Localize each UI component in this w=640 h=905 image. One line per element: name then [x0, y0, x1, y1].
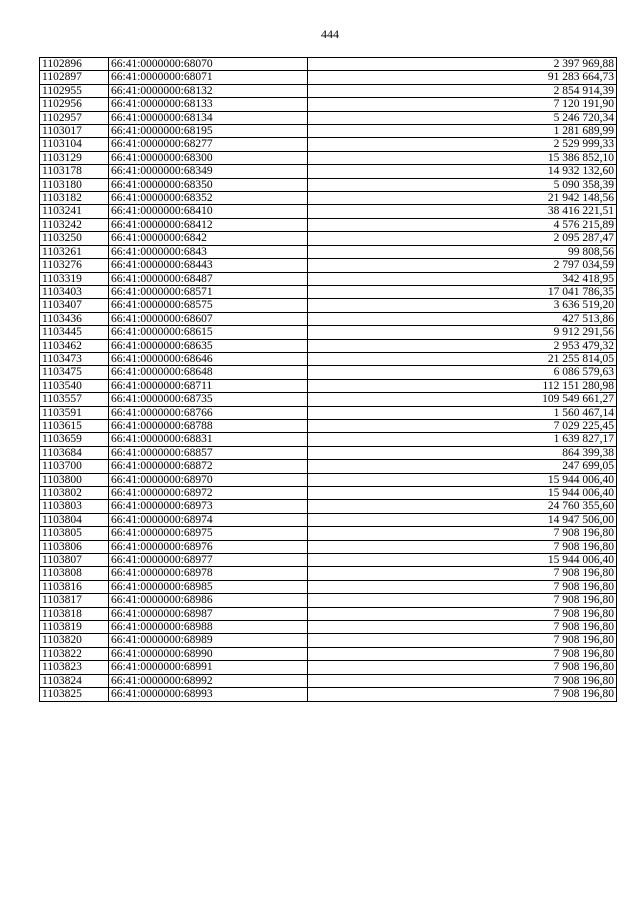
cadastral-number-cell: 66:41:0000000:68443	[109, 259, 308, 272]
object-id-cell: 1102957	[40, 111, 109, 124]
cadastral-number-cell: 66:41:0000000:68412	[109, 218, 308, 231]
table-row	[40, 567, 617, 580]
cadastral-value-cell: 7 908 196,80	[308, 647, 617, 660]
cadastral-value-cell: 9 912 291,56	[308, 326, 617, 339]
cadastral-value-cell: 17 041 786,35	[308, 285, 617, 298]
table-row	[40, 661, 617, 674]
object-id-cell: 1103808	[40, 567, 109, 580]
cadastral-value-cell: 2 397 969,88	[308, 58, 617, 71]
table-row	[40, 352, 617, 365]
cadastral-value-cell: 109 549 661,27	[308, 393, 617, 406]
cadastral-value-cell: 7 908 196,80	[308, 688, 617, 701]
cadastral-value-cell: 1 639 827,17	[308, 433, 617, 446]
cadastral-value-cell: 1 560 467,14	[308, 406, 617, 419]
object-id-cell: 1103700	[40, 460, 109, 473]
table-row	[40, 393, 617, 406]
cadastral-number-cell: 66:41:0000000:68070	[109, 58, 308, 71]
cadastral-value-cell: 3 636 519,20	[308, 299, 617, 312]
cadastral-value-cell: 38 416 221,51	[308, 205, 617, 218]
table-row	[40, 527, 617, 540]
cadastral-number-cell: 66:41:0000000:68985	[109, 580, 308, 593]
object-id-cell: 1103819	[40, 621, 109, 634]
cadastral-value-cell: 427 513,86	[308, 312, 617, 325]
object-id-cell: 1103129	[40, 151, 109, 164]
cadastral-number-cell: 66:41:0000000:68972	[109, 487, 308, 500]
object-id-cell: 1103182	[40, 192, 109, 205]
cadastral-number-cell: 66:41:0000000:68857	[109, 446, 308, 459]
cadastral-number-cell: 66:41:0000000:68872	[109, 460, 308, 473]
object-id-cell: 1103807	[40, 554, 109, 567]
cadastral-value-cell: 7 120 191,90	[308, 98, 617, 111]
object-id-cell: 1103805	[40, 527, 109, 540]
cadastral-value-cell: 7 908 196,80	[308, 674, 617, 687]
table-row	[40, 379, 617, 392]
table-row	[40, 84, 617, 97]
object-id-cell: 1102956	[40, 98, 109, 111]
object-id-cell: 1103445	[40, 326, 109, 339]
cadastral-number-cell: 66:41:0000000:68195	[109, 125, 308, 138]
object-id-cell: 1103817	[40, 594, 109, 607]
table-row	[40, 433, 617, 446]
cadastral-value-cell: 14 932 132,60	[308, 165, 617, 178]
cadastral-number-cell: 66:41:0000000:6842	[109, 232, 308, 245]
table-row	[40, 138, 617, 151]
object-id-cell: 1103557	[40, 393, 109, 406]
cadastral-value-cell: 2 953 479,32	[308, 339, 617, 352]
cadastral-value-cell: 7 908 196,80	[308, 607, 617, 620]
cadastral-value-cell: 5 246 720,34	[308, 111, 617, 124]
cadastral-number-cell: 66:41:0000000:68977	[109, 554, 308, 567]
object-id-cell: 1103180	[40, 178, 109, 191]
table-row	[40, 473, 617, 486]
cadastral-value-cell: 7 908 196,80	[308, 594, 617, 607]
cadastral-number-cell: 66:41:0000000:6843	[109, 245, 308, 258]
cadastral-value-cell: 7 908 196,80	[308, 634, 617, 647]
object-id-cell: 1103816	[40, 580, 109, 593]
object-id-cell: 1103403	[40, 285, 109, 298]
cadastral-number-cell: 66:41:0000000:68973	[109, 500, 308, 513]
table-row	[40, 446, 617, 459]
table-row	[40, 245, 617, 258]
cadastral-number-cell: 66:41:0000000:68991	[109, 661, 308, 674]
page-number: 444	[321, 27, 339, 41]
cadastral-number-cell: 66:41:0000000:68970	[109, 473, 308, 486]
cadastral-number-cell: 66:41:0000000:68987	[109, 607, 308, 620]
cadastral-number-cell: 66:41:0000000:68352	[109, 192, 308, 205]
cadastral-value-cell: 7 908 196,80	[308, 661, 617, 674]
object-id-cell: 1103241	[40, 205, 109, 218]
cadastral-number-cell: 66:41:0000000:68788	[109, 419, 308, 432]
cadastral-number-cell: 66:41:0000000:68990	[109, 647, 308, 660]
table-row	[40, 621, 617, 634]
table-row	[40, 607, 617, 620]
cadastral-value-cell: 2 095 287,47	[308, 232, 617, 245]
table-row	[40, 192, 617, 205]
table-row	[40, 98, 617, 111]
table-row	[40, 580, 617, 593]
object-id-cell: 1103806	[40, 540, 109, 553]
cadastral-value-cell: 2 854 914,39	[308, 84, 617, 97]
cadastral-number-cell: 66:41:0000000:68986	[109, 594, 308, 607]
cadastral-number-cell: 66:41:0000000:68134	[109, 111, 308, 124]
cadastral-number-cell: 66:41:0000000:68711	[109, 379, 308, 392]
object-id-cell: 1103473	[40, 352, 109, 365]
table-row	[40, 674, 617, 687]
object-id-cell: 1103818	[40, 607, 109, 620]
cadastral-number-cell: 66:41:0000000:68976	[109, 540, 308, 553]
object-id-cell: 1103276	[40, 259, 109, 272]
cadastral-number-cell: 66:41:0000000:68071	[109, 71, 308, 84]
cadastral-value-cell: 2 529 999,33	[308, 138, 617, 151]
object-id-cell: 1102955	[40, 84, 109, 97]
object-id-cell: 1103822	[40, 647, 109, 660]
table-row	[40, 540, 617, 553]
cadastral-number-cell: 66:41:0000000:68978	[109, 567, 308, 580]
table-row	[40, 125, 617, 138]
object-id-cell: 1103823	[40, 661, 109, 674]
cadastral-value-cell: 342 418,95	[308, 272, 617, 285]
object-id-cell: 1103820	[40, 634, 109, 647]
cadastral-number-cell: 66:41:0000000:68988	[109, 621, 308, 634]
cadastral-value-cell: 2 797 034,59	[308, 259, 617, 272]
table-row	[40, 178, 617, 191]
object-id-cell: 1103017	[40, 125, 109, 138]
cadastral-value-cell: 7 908 196,80	[308, 621, 617, 634]
table-row	[40, 554, 617, 567]
cadastral-number-cell: 66:41:0000000:68766	[109, 406, 308, 419]
table-row	[40, 460, 617, 473]
cadastral-number-cell: 66:41:0000000:68277	[109, 138, 308, 151]
table-row	[40, 634, 617, 647]
table-row	[40, 647, 617, 660]
cadastral-number-cell: 66:41:0000000:68132	[109, 84, 308, 97]
table-row	[40, 406, 617, 419]
cadastral-number-cell: 66:41:0000000:68349	[109, 165, 308, 178]
table-row	[40, 58, 617, 71]
table-row	[40, 218, 617, 231]
table-row	[40, 165, 617, 178]
object-id-cell: 1103803	[40, 500, 109, 513]
cadastral-number-cell: 66:41:0000000:68648	[109, 366, 308, 379]
cadastral-value-cell: 91 283 664,73	[308, 71, 617, 84]
cadastral-value-cell: 112 151 280,98	[308, 379, 617, 392]
cadastral-number-cell: 66:41:0000000:68487	[109, 272, 308, 285]
cadastral-value-cell: 21 942 148,56	[308, 192, 617, 205]
object-id-cell: 1103804	[40, 513, 109, 526]
cadastral-value-cell: 1 281 689,99	[308, 125, 617, 138]
cadastral-number-cell: 66:41:0000000:68575	[109, 299, 308, 312]
cadastral-number-cell: 66:41:0000000:68635	[109, 339, 308, 352]
object-id-cell: 1103824	[40, 674, 109, 687]
object-id-cell: 1103436	[40, 312, 109, 325]
object-id-cell: 1103462	[40, 339, 109, 352]
cadastral-value-cell: 24 760 355,60	[308, 500, 617, 513]
object-id-cell: 1103615	[40, 419, 109, 432]
cadastral-number-cell: 66:41:0000000:68615	[109, 326, 308, 339]
cadastral-number-cell: 66:41:0000000:68993	[109, 688, 308, 701]
object-id-cell: 1103104	[40, 138, 109, 151]
table-row	[40, 285, 617, 298]
cadastral-value-cell: 15 944 006,40	[308, 554, 617, 567]
object-id-cell: 1102896	[40, 58, 109, 71]
cadastral-value-cell: 15 944 006,40	[308, 473, 617, 486]
object-id-cell: 1103800	[40, 473, 109, 486]
registry-table	[39, 57, 617, 702]
cadastral-number-cell: 66:41:0000000:68989	[109, 634, 308, 647]
cadastral-number-cell: 66:41:0000000:68300	[109, 151, 308, 164]
cadastral-number-cell: 66:41:0000000:68571	[109, 285, 308, 298]
object-id-cell: 1103802	[40, 487, 109, 500]
cadastral-value-cell: 247 699,05	[308, 460, 617, 473]
cadastral-value-cell: 14 947 506,00	[308, 513, 617, 526]
cadastral-value-cell: 7 029 225,45	[308, 419, 617, 432]
cadastral-number-cell: 66:41:0000000:68974	[109, 513, 308, 526]
cadastral-number-cell: 66:41:0000000:68410	[109, 205, 308, 218]
table-row	[40, 299, 617, 312]
cadastral-number-cell: 66:41:0000000:68831	[109, 433, 308, 446]
cadastral-value-cell: 7 908 196,80	[308, 567, 617, 580]
cadastral-value-cell: 7 908 196,80	[308, 580, 617, 593]
object-id-cell: 1103591	[40, 406, 109, 419]
table-row	[40, 366, 617, 379]
table-row	[40, 487, 617, 500]
cadastral-number-cell: 66:41:0000000:68350	[109, 178, 308, 191]
object-id-cell: 1103242	[40, 218, 109, 231]
cadastral-value-cell: 21 255 814,05	[308, 352, 617, 365]
table-row	[40, 151, 617, 164]
table-row	[40, 513, 617, 526]
object-id-cell: 1103250	[40, 232, 109, 245]
object-id-cell: 1103659	[40, 433, 109, 446]
object-id-cell: 1103319	[40, 272, 109, 285]
table-row	[40, 312, 617, 325]
cadastral-number-cell: 66:41:0000000:68133	[109, 98, 308, 111]
table-row	[40, 339, 617, 352]
table-row	[40, 111, 617, 124]
cadastral-number-cell: 66:41:0000000:68992	[109, 674, 308, 687]
cadastral-number-cell: 66:41:0000000:68735	[109, 393, 308, 406]
cadastral-number-cell: 66:41:0000000:68975	[109, 527, 308, 540]
registry-table-body	[40, 58, 617, 702]
table-row	[40, 71, 617, 84]
cadastral-value-cell: 7 908 196,80	[308, 540, 617, 553]
cadastral-value-cell: 15 944 006,40	[308, 487, 617, 500]
object-id-cell: 1103261	[40, 245, 109, 258]
cadastral-value-cell: 15 386 852,10	[308, 151, 617, 164]
table-row	[40, 272, 617, 285]
object-id-cell: 1103178	[40, 165, 109, 178]
table-row	[40, 259, 617, 272]
cadastral-value-cell: 4 576 215,89	[308, 218, 617, 231]
object-id-cell: 1103825	[40, 688, 109, 701]
object-id-cell: 1103540	[40, 379, 109, 392]
table-row	[40, 232, 617, 245]
table-row	[40, 326, 617, 339]
cadastral-number-cell: 66:41:0000000:68607	[109, 312, 308, 325]
object-id-cell: 1102897	[40, 71, 109, 84]
object-id-cell: 1103475	[40, 366, 109, 379]
object-id-cell: 1103684	[40, 446, 109, 459]
table-row	[40, 594, 617, 607]
table-row	[40, 500, 617, 513]
table-row	[40, 205, 617, 218]
table-row	[40, 688, 617, 701]
object-id-cell: 1103407	[40, 299, 109, 312]
cadastral-value-cell: 7 908 196,80	[308, 527, 617, 540]
cadastral-number-cell: 66:41:0000000:68646	[109, 352, 308, 365]
cadastral-value-cell: 6 086 579,63	[308, 366, 617, 379]
cadastral-value-cell: 99 808,56	[308, 245, 617, 258]
cadastral-value-cell: 5 090 358,39	[308, 178, 617, 191]
cadastral-value-cell: 864 399,38	[308, 446, 617, 459]
table-row	[40, 419, 617, 432]
